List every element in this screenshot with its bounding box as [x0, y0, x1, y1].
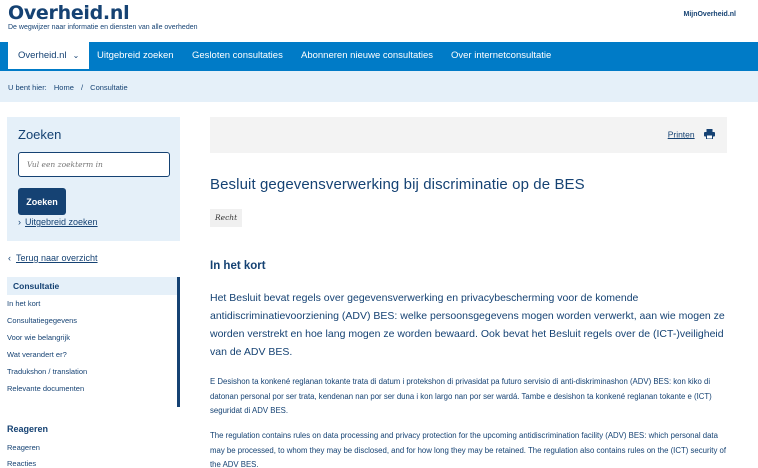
- side-nav-item-tradukshon[interactable]: Tradukshon / translation: [7, 363, 180, 380]
- reageren-heading: Reageren: [7, 424, 49, 434]
- side-nav-heading[interactable]: Consultatie: [7, 277, 180, 295]
- lead-paragraph: Het Besluit bevat regels over gegevensverwerking en privacybescherming voor de komende antidiscriminatievoorziening (ADV) BES: welke persoonsgegevens mogen worden verwerkt, aan wie mogen ze worden verstrekt en hoe lang mogen ze worden bewaard. Ook bevat het Besluit regels over de (ICT-)veiligheid van de ADV BES.: [210, 292, 725, 358]
- chevron-down-icon: ⌄: [72, 51, 80, 60]
- search-heading: Zoeken: [18, 127, 62, 142]
- site-tagline: De wegwijzer naar informatie en diensten van alle overheden: [8, 24, 198, 31]
- back-to-overview-link[interactable]: ‹ Terug naar overzicht: [8, 253, 98, 263]
- search-input[interactable]: [18, 152, 170, 177]
- breadcrumb-prefix: U bent hier:: [8, 83, 47, 92]
- print-button[interactable]: [668, 129, 715, 141]
- side-nav-item-wat-verandert-er[interactable]: Wat verandert er?: [7, 346, 180, 363]
- nav-item-gesloten-consultaties[interactable]: Gesloten consultaties: [192, 50, 283, 61]
- reageren-link[interactable]: Reageren: [7, 443, 40, 452]
- site-header: [0, 0, 758, 42]
- nav-item-over-internetconsultatie[interactable]: Over internetconsultatie: [451, 50, 552, 61]
- search-panel: [7, 117, 180, 241]
- section-heading: In het kort: [210, 260, 266, 272]
- side-nav-item-consultatiegegevens[interactable]: Consultatiegegevens: [7, 312, 180, 329]
- side-nav-item-in-het-kort[interactable]: In het kort: [7, 295, 180, 312]
- chevron-right-icon: ›: [18, 217, 21, 227]
- printer-icon: [704, 129, 715, 141]
- side-nav-border: [7, 397, 180, 407]
- side-nav-item-voor-wie-belangrijk[interactable]: Voor wie belangrijk: [7, 329, 180, 346]
- breadcrumb-home[interactable]: Home: [53, 83, 74, 92]
- print-bar: [210, 117, 727, 153]
- breadcrumb-bar: [0, 71, 758, 102]
- nav-item-overheid[interactable]: [8, 42, 89, 71]
- chevron-left-icon: ‹: [8, 253, 11, 263]
- breadcrumb-separator: /: [80, 83, 84, 92]
- reacties-link[interactable]: Reacties: [7, 459, 37, 468]
- side-nav-item-relevante-documenten[interactable]: Relevante documenten: [7, 380, 180, 397]
- paragraph-papiamentu: E Desishon ta konkené reglanan tokante trata di datum i protekshon di privasidat pa futuro servisio di anti-diskriminashon (ADV) BES: kon kiko di datonan personal por ser trata, kendenan nan por ser duna i kon largo nan por ser wardá. Tambe e desishon ta konkené reglanan tokante e (ICT) seguridat di ADV BES.: [210, 377, 712, 415]
- breadcrumb-current: Consultatie: [90, 83, 128, 92]
- nav-item-uitgebreid-zoeken[interactable]: Uitgebreid zoeken: [97, 50, 174, 61]
- nav-item-label: Overheid.nl: [18, 50, 67, 61]
- print-label: Printen: [667, 129, 695, 140]
- side-nav: [7, 277, 180, 407]
- paragraph-english: The regulation contains rules on data processing and privacy protection for the upcoming antidiscrimination facility (ADV) BES: which personal data may be processed, to whom they may be disclosed, and for how long they may be retained. The regulation also contains rules on the (ICT) security of the ADV BES.: [210, 431, 727, 468]
- nav-item-abonneren[interactable]: Abonneren nieuwe consultaties: [301, 50, 434, 61]
- breadcrumb: [8, 83, 133, 92]
- page-title: Besluit gegevensverwerking bij discriminatie op de BES: [210, 176, 585, 193]
- search-button[interactable]: Zoeken: [18, 188, 66, 215]
- mijnoverheid-link[interactable]: MijnOverheid.nl: [683, 11, 736, 18]
- advanced-search-link[interactable]: › Uitgebreid zoeken: [18, 217, 98, 227]
- main-nav: [0, 42, 758, 71]
- category-tag: Recht: [210, 209, 242, 227]
- site-logo[interactable]: Overheid.nl: [8, 2, 130, 24]
